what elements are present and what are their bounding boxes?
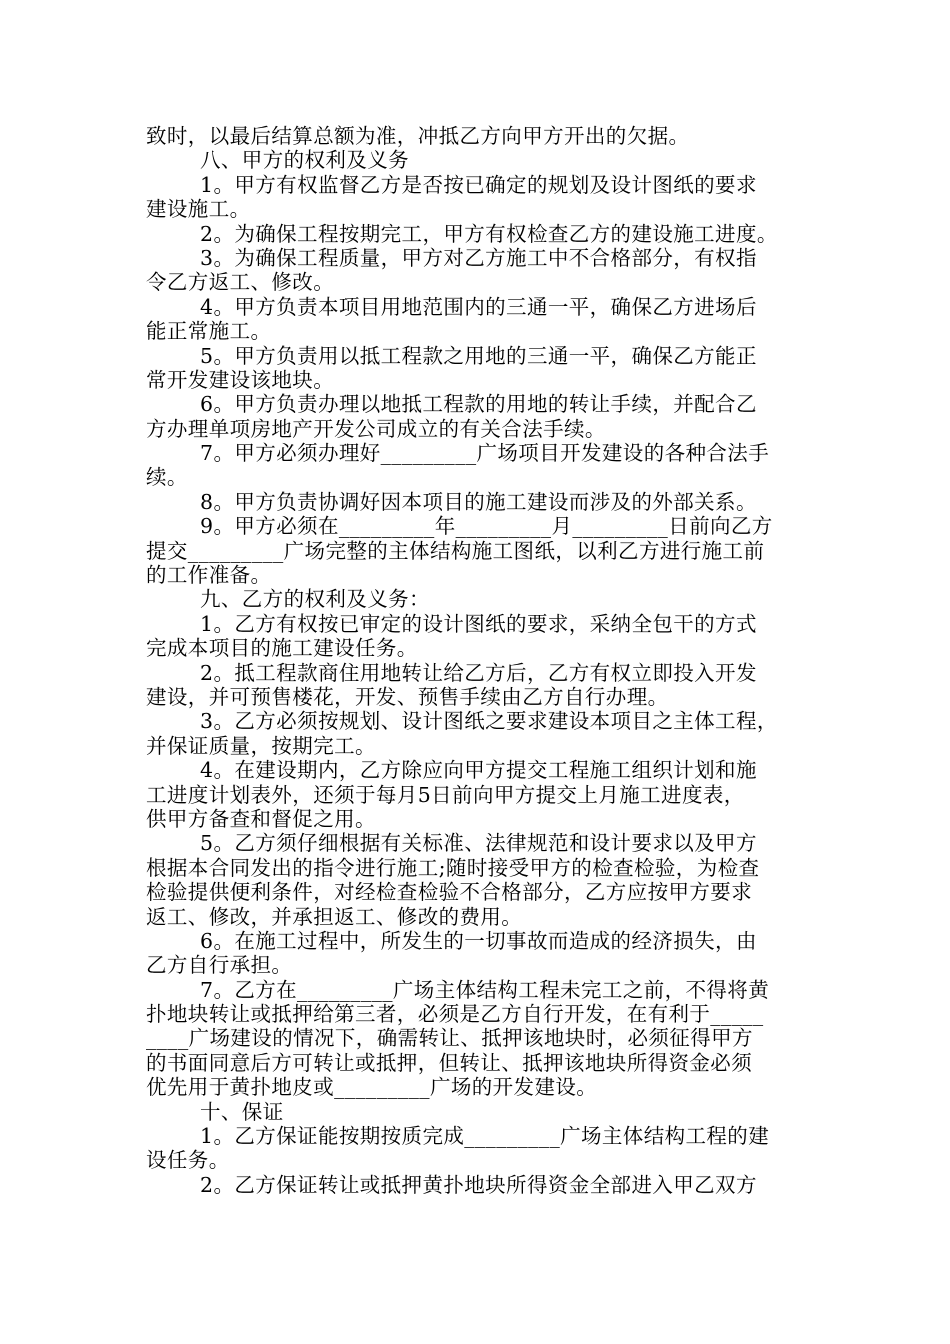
text-line: 常开发建设该地块。: [146, 367, 335, 392]
text-line: 乙方自行承担。: [146, 953, 293, 978]
text-line: 完成本项目的施工建设任务。: [146, 636, 418, 661]
text-line: 能正常施工。: [146, 319, 272, 344]
text-line: 4。甲方负责本项目用地范围内的三通一平，确保乙方进场后: [200, 294, 757, 319]
text-line: 九、乙方的权利及义务：: [200, 587, 430, 612]
text-line: 方办理单项房地产开发公司成立的有关合法手续。: [146, 416, 606, 441]
text-line: 1。乙方有权按已审定的设计图纸的要求，采纳全包干的方式: [200, 611, 757, 636]
text-line: 1。甲方有权监督乙方是否按已确定的规划及设计图纸的要求: [200, 172, 757, 197]
text-line: 建设施工。: [146, 197, 251, 222]
text-line: 供甲方备查和督促之用。: [146, 806, 376, 831]
text-line: 致时，以最后结算总额为准，冲抵乙方向甲方开出的欠据。: [146, 124, 690, 148]
text-line: 建设，并可预售楼花，开发、预售手续由乙方自行办理。: [146, 684, 669, 709]
text-line: 根据本合同发出的指令进行施工;随时接受甲方的检查检验，为检查: [146, 855, 760, 880]
text-line: 2。乙方保证转让或抵押黄扑地块所得资金全部进入甲乙双方: [200, 1172, 757, 1197]
text-line: 扑地块转让或抵押给第三者，必须是乙方自行开发，在有利于_____: [146, 1002, 764, 1027]
text-line: 5。甲方负责用以抵工程款之用地的三通一平，确保乙方能正: [200, 343, 757, 368]
text-line: 2。为确保工程按期完工，甲方有权检查乙方的建设施工进度。: [200, 221, 778, 246]
text-line: 八、甲方的权利及义务: [200, 148, 409, 173]
text-line: 并保证质量，按期完工。: [146, 733, 376, 758]
text-line: 优先用于黄扑地皮或_________广场的开发建设。: [146, 1075, 598, 1100]
text-line: 返工、修改，并承担返工、修改的费用。: [146, 904, 523, 929]
text-line: 2。抵工程款商住用地转让给乙方后，乙方有权立即投入开发: [200, 660, 757, 685]
text-line: 检验提供便利条件，对经检查检验不合格部分，乙方应按甲方要求: [146, 880, 753, 905]
text-line: 1。乙方保证能按期按质完成_________广场主体结构工程的建: [200, 1124, 770, 1149]
contract-body-text: [146, 124, 810, 1197]
text-line: 续。: [146, 465, 188, 490]
text-line: ____广场建设的情况下，确需转让、抵押该地块时，必须征得甲方: [146, 1026, 753, 1051]
text-line: 设任务。: [146, 1148, 230, 1173]
text-line: 3。乙方必须按规划、设计图纸之要求建设本项目之主体工程，: [200, 709, 778, 734]
text-line: 提交_________广场完整的主体结构施工图纸，以利乙方进行施工前: [146, 538, 765, 563]
text-line: 7。乙方在_________广场主体结构工程未完工之前，不得将黄: [200, 977, 770, 1002]
text-line: 十、保证: [200, 1099, 284, 1124]
text-line: 6。在施工过程中，所发生的一切事故而造成的经济损失，由: [200, 928, 757, 953]
text-line: 8。甲方负责协调好因本项目的施工建设而涉及的外部关系。: [200, 489, 757, 514]
text-line: 7。甲方必须办理好_________广场项目开发建设的各种合法手: [200, 441, 770, 466]
text-line: 的书面同意后方可转让或抵押，但转让、抵押该地块所得资金必须: [146, 1050, 753, 1075]
text-line: 令乙方返工、修改。: [146, 270, 335, 295]
text-line: 4。在建设期内，乙方除应向甲方提交工程施工组织计划和施: [200, 758, 757, 783]
text-line: 9。甲方必须在_________年_________月_________日前向乙方: [200, 514, 773, 539]
text-line: 3。为确保工程质量，甲方对乙方施工中不合格部分，有权指: [200, 245, 757, 270]
text-line: 的工作准备。: [146, 563, 272, 588]
text-line: 5。乙方须仔细根据有关标准、法律规范和设计要求以及甲方: [200, 831, 757, 856]
text-line: 6。甲方负责办理以地抵工程款的用地的转让手续，并配合乙: [200, 392, 757, 417]
text-line: 工进度计划表外，还须于每月5日前向甲方提交上月施工进度表，: [146, 782, 745, 807]
